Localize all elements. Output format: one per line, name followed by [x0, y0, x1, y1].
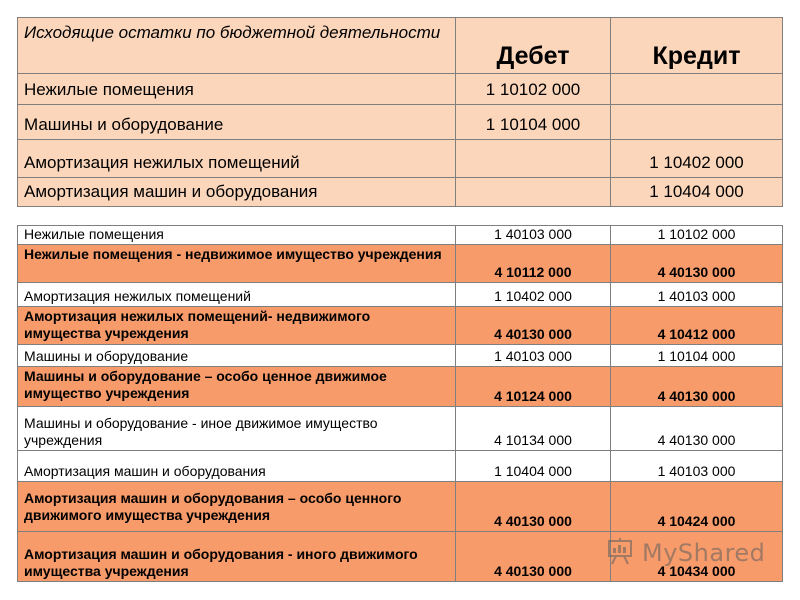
table-row: [18, 74, 783, 105]
watermark-text: MyShared: [642, 539, 766, 567]
table-header-row: [18, 18, 783, 74]
row-label: Амортизация машин и оборудования – особо ценного движимого имущества учреждения: [18, 482, 456, 532]
table-row: [18, 407, 783, 451]
row-credit: 4 40130 000: [611, 367, 783, 407]
row-credit: [611, 105, 783, 140]
table-row: [18, 367, 783, 407]
row-label: Амортизация нежилых помещений- недвижимого имущества учреждения: [18, 307, 456, 345]
row-label: Нежилые помещения: [18, 226, 456, 245]
row-credit: 4 40130 000: [611, 407, 783, 451]
row-debit: 1 40103 000: [456, 345, 611, 367]
row-credit: 4 10434 000: [611, 532, 783, 582]
row-debit: [456, 178, 611, 207]
row-debit: 1 10102 000: [456, 74, 611, 105]
row-debit: 1 10104 000: [456, 105, 611, 140]
row-credit: 4 10424 000: [611, 482, 783, 532]
row-label: Машины и оборудование - иное движимое имущество учреждения: [18, 407, 456, 451]
row-label: Амортизация машин и оборудования: [18, 178, 456, 207]
row-debit: 1 40103 000: [456, 226, 611, 245]
row-label: Амортизация нежилых помещений: [18, 283, 456, 307]
row-label: Нежилые помещения: [18, 74, 456, 105]
opening-balances-table: [17, 17, 783, 207]
row-credit: 1 10402 000: [611, 140, 783, 178]
row-label: Амортизация машин и оборудования: [18, 451, 456, 482]
row-label: Машины и оборудование – особо ценное движимое имущество учреждения: [18, 367, 456, 407]
row-credit: 1 10102 000: [611, 226, 783, 245]
row-debit: 4 10112 000: [456, 245, 611, 283]
row-label: Амортизация нежилых помещений: [18, 140, 456, 178]
row-debit: 4 40130 000: [456, 307, 611, 345]
row-debit: 4 10134 000: [456, 407, 611, 451]
row-label: Машины и оборудование: [18, 105, 456, 140]
row-credit: 1 10104 000: [611, 345, 783, 367]
row-debit: 4 40130 000: [456, 532, 611, 582]
table-row: [18, 178, 783, 207]
row-credit: 1 40103 000: [611, 451, 783, 482]
row-debit: 4 10124 000: [456, 367, 611, 407]
row-debit: 1 10402 000: [456, 283, 611, 307]
row-debit: 4 40130 000: [456, 482, 611, 532]
row-credit: 4 10412 000: [611, 307, 783, 345]
table-row: [18, 451, 783, 482]
table-row: [18, 283, 783, 307]
header-credit: Кредит: [611, 18, 783, 74]
row-credit: 4 40130 000: [611, 245, 783, 283]
header-debit: Дебет: [456, 18, 611, 74]
row-debit: [456, 140, 611, 178]
table-row: [18, 307, 783, 345]
table-row: [18, 245, 783, 283]
header-title: Исходящие остатки по бюджетной деятельности: [18, 18, 456, 74]
row-credit: 1 10404 000: [611, 178, 783, 207]
table-row: [18, 226, 783, 245]
row-label: Амортизация машин и оборудования - иного движимого имущества учреждения: [18, 532, 456, 582]
presentation-board-icon: [606, 536, 636, 571]
row-credit: 1 40103 000: [611, 283, 783, 307]
watermark: [606, 536, 765, 570]
table-row: [18, 345, 783, 367]
table-row: [18, 140, 783, 178]
row-debit: 1 10404 000: [456, 451, 611, 482]
table-row: [18, 482, 783, 532]
table-row: [18, 105, 783, 140]
row-label: Машины и оборудование: [18, 345, 456, 367]
row-credit: [611, 74, 783, 105]
row-label: Нежилые помещения - недвижимое имущество учреждения: [18, 245, 456, 283]
entries-table: [17, 225, 783, 582]
